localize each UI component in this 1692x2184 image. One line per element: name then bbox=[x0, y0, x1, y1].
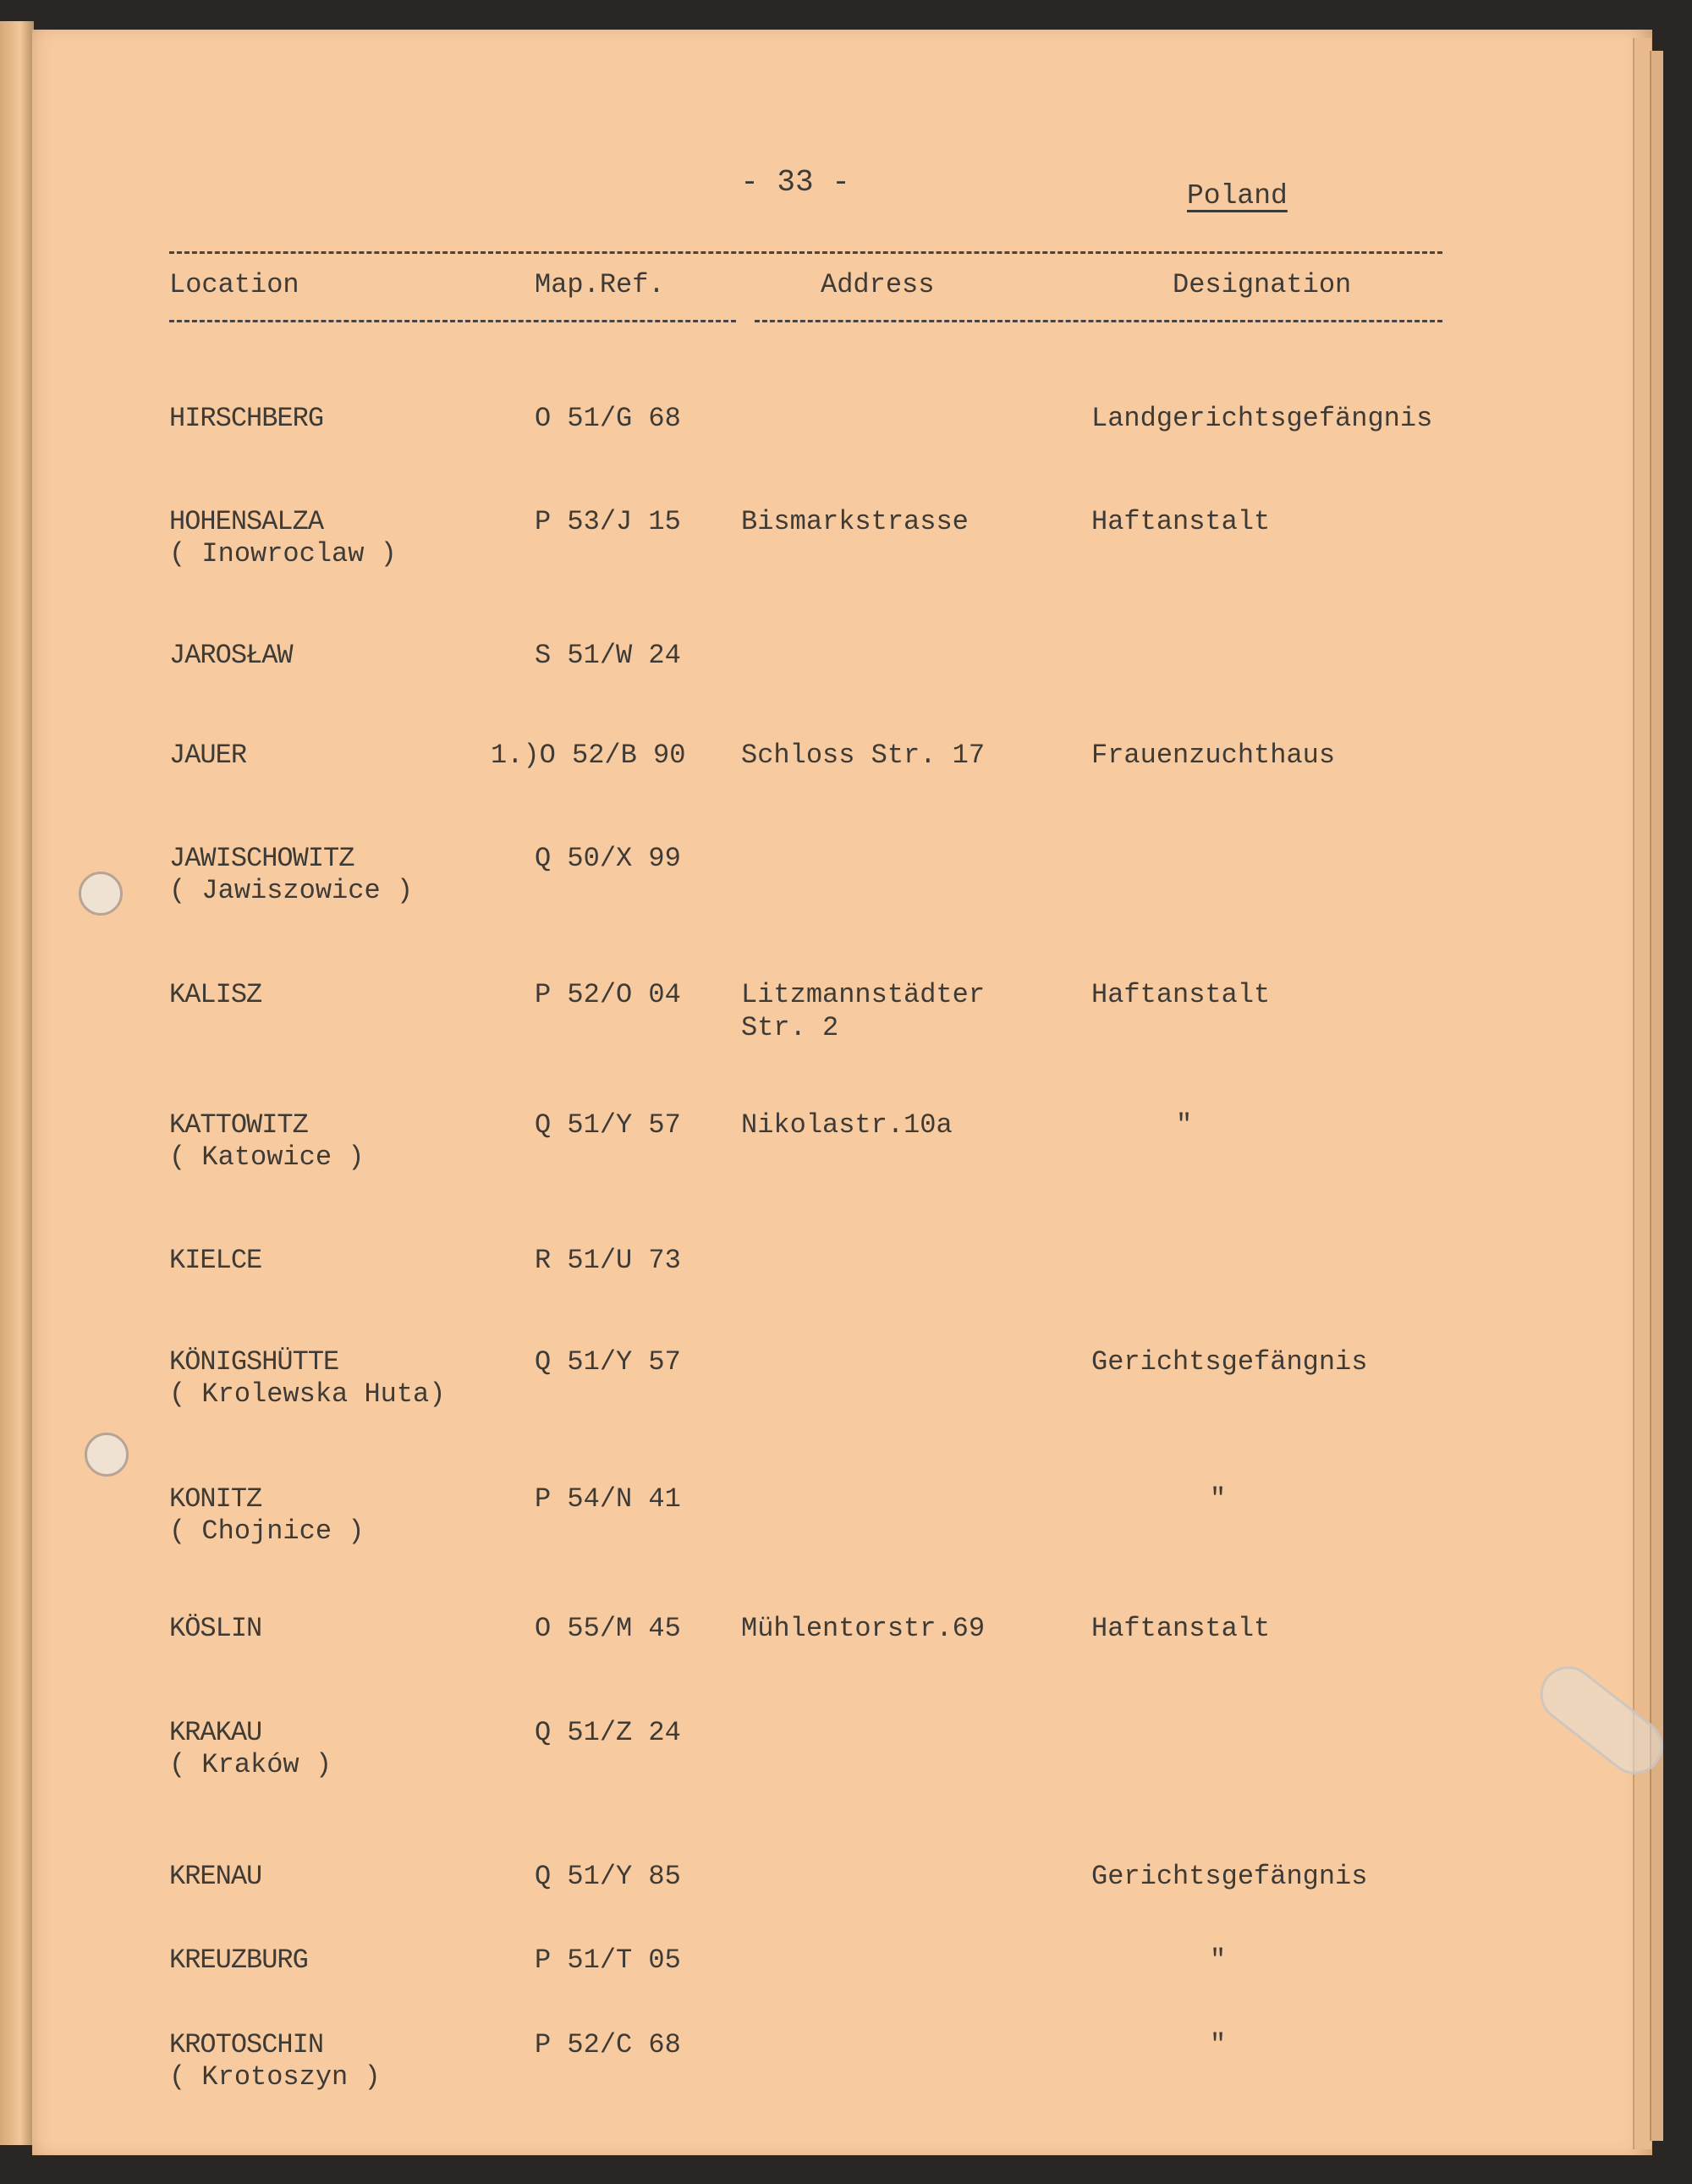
designation: " bbox=[1210, 1483, 1227, 1515]
location-name: KATTOWITZ bbox=[169, 1109, 308, 1141]
location-name: KONITZ bbox=[169, 1483, 262, 1515]
location-name: HOHENSALZA bbox=[169, 506, 324, 537]
map-reference: P 53/J 15 bbox=[535, 506, 681, 537]
location-name: KREUZBURG bbox=[169, 1945, 308, 1976]
country-heading: Poland bbox=[1187, 180, 1288, 212]
location-name: JAWISCHOWITZ bbox=[169, 843, 354, 874]
location-alt-name: ( Kraków ) bbox=[169, 1749, 332, 1780]
header-divider-bottom bbox=[755, 320, 1442, 322]
map-reference: Q 51/Y 85 bbox=[535, 1861, 681, 1892]
address-line: Bismarkstrasse bbox=[741, 506, 969, 537]
designation: Gerichtsgefängnis bbox=[1091, 1346, 1368, 1378]
address-line: Schloss Str. 17 bbox=[741, 740, 986, 771]
map-reference: Q 51/Z 24 bbox=[535, 1717, 681, 1748]
map-reference: R 51/U 73 bbox=[535, 1245, 681, 1276]
map-reference: O 55/M 45 bbox=[535, 1613, 681, 1644]
location-name: KRENAU bbox=[169, 1861, 262, 1892]
designation: Landgerichtsgefängnis bbox=[1091, 403, 1433, 434]
column-header-designation: Designation bbox=[1173, 269, 1352, 300]
location-name: KIELCE bbox=[169, 1245, 262, 1276]
designation: Haftanstalt bbox=[1091, 506, 1271, 537]
designation: Haftanstalt bbox=[1091, 979, 1271, 1010]
previous-page-edge bbox=[0, 21, 34, 2145]
location-name: JAUER bbox=[169, 740, 247, 771]
map-reference: S 51/W 24 bbox=[535, 640, 681, 671]
map-reference: 1.)O 52/B 90 bbox=[491, 740, 686, 771]
location-name: KÖSLIN bbox=[169, 1613, 262, 1644]
header-divider-bottom bbox=[169, 320, 736, 322]
designation: " bbox=[1210, 2029, 1227, 2060]
designation: Frauenzuchthaus bbox=[1091, 740, 1336, 771]
map-reference: O 51/G 68 bbox=[535, 403, 681, 434]
map-reference: P 54/N 41 bbox=[535, 1483, 681, 1515]
map-reference: Q 51/Y 57 bbox=[535, 1346, 681, 1378]
designation: Haftanstalt bbox=[1091, 1613, 1271, 1644]
location-name: KROTOSCHIN bbox=[169, 2029, 324, 2060]
map-reference: Q 50/X 99 bbox=[535, 843, 681, 874]
map-reference: P 51/T 05 bbox=[535, 1945, 681, 1976]
location-name: HIRSCHBERG bbox=[169, 403, 324, 434]
column-header-location: Location bbox=[169, 269, 299, 300]
punch-hole-icon bbox=[79, 872, 123, 916]
location-name: KRAKAU bbox=[169, 1717, 262, 1748]
location-name: KÖNIGSHÜTTE bbox=[169, 1346, 339, 1378]
location-alt-name: ( Katowice ) bbox=[169, 1142, 365, 1173]
location-alt-name: ( Krolewska Huta) bbox=[169, 1378, 446, 1410]
designation: Gerichtsgefängnis bbox=[1091, 1861, 1368, 1892]
map-reference: P 52/C 68 bbox=[535, 2029, 681, 2060]
designation: " bbox=[1210, 1945, 1227, 1976]
designation: " bbox=[1176, 1109, 1193, 1141]
document-page bbox=[32, 30, 1652, 2155]
header-divider-top bbox=[169, 251, 1442, 254]
page-number: - 33 - bbox=[740, 165, 850, 200]
page-stack-edge bbox=[1633, 38, 1651, 2149]
location-alt-name: ( Inowroclaw ) bbox=[169, 538, 397, 569]
location-alt-name: ( Chojnice ) bbox=[169, 1516, 365, 1547]
map-reference: P 52/O 04 bbox=[535, 979, 681, 1010]
location-alt-name: ( Krotoszyn ) bbox=[169, 2061, 381, 2093]
column-header-map-ref: Map.Ref. bbox=[535, 269, 665, 300]
location-alt-name: ( Jawiszowice ) bbox=[169, 875, 414, 906]
address-line: Nikolastr.10a bbox=[741, 1109, 953, 1141]
column-header-address: Address bbox=[821, 269, 935, 300]
address-line: Mühlentorstr.69 bbox=[741, 1613, 986, 1644]
address-line: Litzmannstädter bbox=[741, 979, 986, 1010]
location-name: JAROSŁAW bbox=[169, 640, 293, 671]
address-line: Str. 2 bbox=[741, 1012, 839, 1043]
punch-hole-icon bbox=[85, 1433, 129, 1477]
page-stack-edge bbox=[1650, 51, 1663, 2141]
location-name: KALISZ bbox=[169, 979, 262, 1010]
map-reference: Q 51/Y 57 bbox=[535, 1109, 681, 1141]
